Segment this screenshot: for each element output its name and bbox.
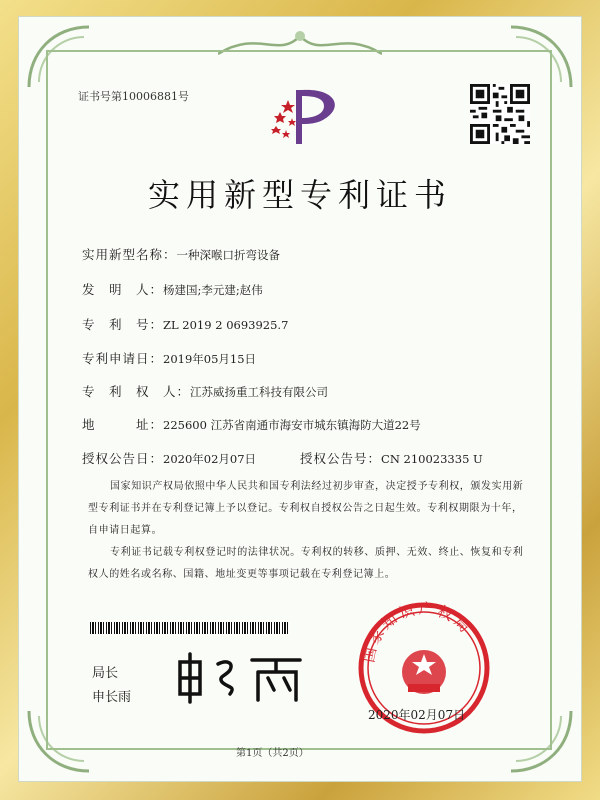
field-value: 2019年05月15日 [163, 352, 257, 366]
field-label: 专利申请日： [82, 351, 164, 366]
director-name: 申长雨 [92, 690, 132, 705]
certificate-title: 实用新型专利证书 [147, 176, 452, 214]
director-signature-icon [170, 650, 310, 706]
grant-paragraph: 国家知识产权局依照中华人民共和国专利法经过初步审查，决定授予专利权，颁发实用新型专利证书并在专利登记簿上予以登记。专利权自授权公告之日起生效。专利权期限为十年，自申请日起算。 [88, 481, 524, 536]
field-application-date [82, 348, 256, 367]
field-announce-no [300, 448, 483, 467]
qr-code-icon [470, 84, 530, 144]
field-label: 专 利 号： [82, 317, 164, 332]
certificate-number: 证书号第10006881号 [78, 90, 189, 103]
barcode-icon [90, 622, 290, 634]
field-label: 专 利 权 人： [82, 384, 191, 399]
announce-no-value: CN 210023335 U [381, 452, 483, 466]
seal-date: 2020年02月07日 [368, 708, 466, 722]
field-value: 一种深喉口折弯设备 [176, 248, 281, 262]
field-inventors [82, 279, 263, 298]
field-value: 杨建国;李元建;赵伟 [163, 283, 263, 297]
field-patentee [82, 381, 328, 400]
field-label: 实用新型名称： [82, 247, 177, 262]
patent-office-logo-icon [262, 84, 348, 150]
legal-status-paragraph: 专利证书记载专利权登记时的法律状况。专利权的转移、质押、无效、终止、恢复和专利权人的姓名或名称、国籍、地址变更等事项记载在专利登记簿上。 [88, 547, 524, 580]
announce-no-label: 授权公告号： [300, 451, 382, 466]
director-title: 局长 [92, 666, 119, 681]
svg-text:国家知识产权局: 国家知识产权局 [359, 600, 476, 665]
field-value: ZL 2019 2 0693925.7 [163, 318, 289, 332]
announce-date-value: 2020年02月07日 [163, 452, 257, 466]
field-utility-name [82, 244, 280, 263]
field-announce [82, 448, 256, 467]
announce-date-label: 授权公告日： [82, 451, 164, 466]
field-value: 江苏威扬重工科技有限公司 [190, 385, 329, 399]
field-address [82, 414, 421, 433]
field-label: 地 址： [82, 417, 164, 432]
field-patent-number [82, 314, 288, 333]
field-value: 225600 江苏省南通市海安市城东镇海防大道22号 [163, 418, 421, 432]
field-label: 发 明 人： [82, 282, 164, 297]
page-info: 第1页（共2页） [236, 748, 309, 759]
